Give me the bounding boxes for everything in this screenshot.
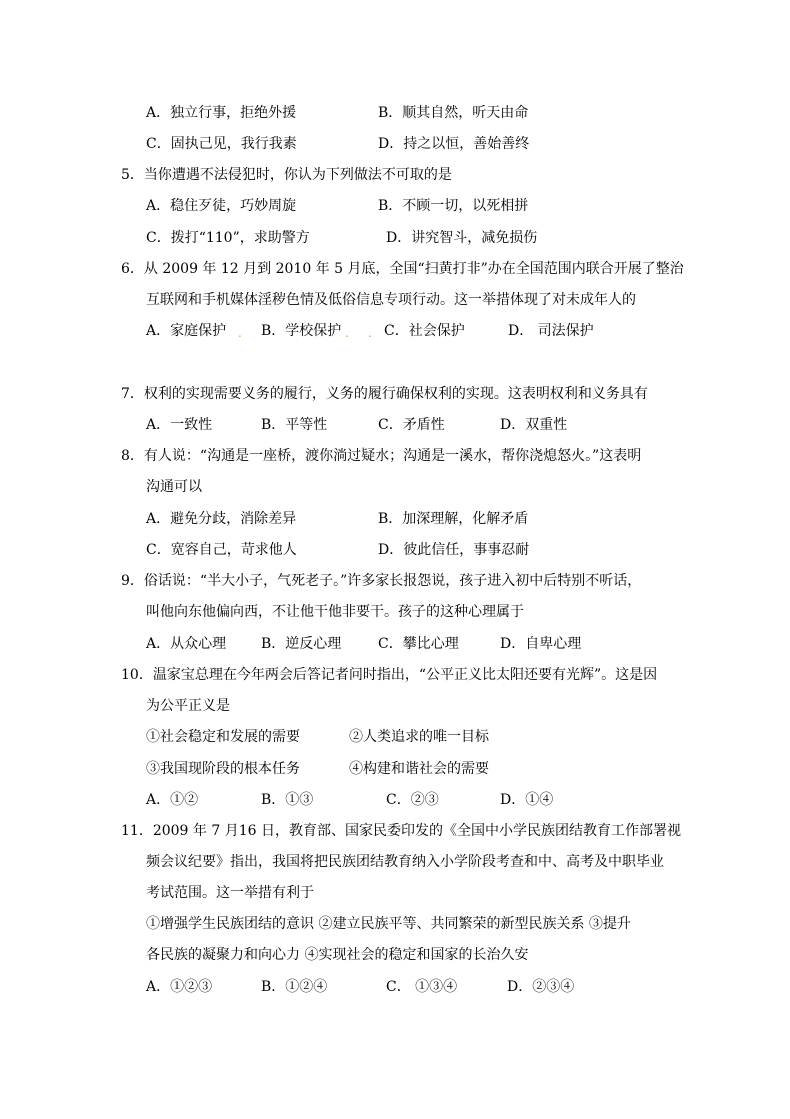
q10-option-a: A．①② <box>146 792 199 808</box>
q10-item-1: ①社会稳定和发展的需要 <box>146 729 300 745</box>
q11-stem-line3: 考试范围。这一举措有利于 <box>146 885 314 901</box>
q10-item-3: ③我国现阶段的根本任务 <box>146 761 300 777</box>
q10-stem-line1: 10．温家宝总理在今年两会后答记者问时指出，“公平正义比太阳还要有光辉”。这是因 <box>121 667 658 683</box>
q4-option-b: B．顺其自然，听天由命 <box>378 105 529 121</box>
q10-option-c: C．②③ <box>386 792 439 808</box>
q10-stem-line2: 为公平正义是 <box>146 698 230 714</box>
q6-option-c: C．社会保护 <box>384 323 465 339</box>
q11-option-d: D．②③④ <box>507 979 575 995</box>
q11-option-c: C． ①③④ <box>386 979 458 995</box>
q8-option-a: A．避免分歧，消除差异 <box>146 511 297 527</box>
q9-option-c: C．攀比心理 <box>378 636 459 652</box>
q5-option-d: D．讲究智斗，减免损伤 <box>386 230 538 246</box>
decorative-dot: . <box>368 326 372 340</box>
q11-stem-line1: 11．2009 年 7 月16 日，教育部、国家民委印发的《全国中小学民族团结教育工作部署视 <box>121 823 681 839</box>
q5-option-b: B．不顾一切，以死相拼 <box>378 198 529 214</box>
q9-option-a: A．从众心理 <box>146 636 227 652</box>
q6-option-a: A．家庭保护 <box>146 323 227 339</box>
q11-option-b: B．①②④ <box>261 979 328 995</box>
q7-option-d: D．双重性 <box>500 417 568 433</box>
q7-option-b: B．平等性 <box>261 417 328 433</box>
q8-stem-line2: 沟通可以 <box>146 479 202 495</box>
q7-option-c: C．矛盾性 <box>378 417 445 433</box>
q7-stem: 7．权利的实现需要义务的履行，义务的履行确保权利的实现。这表明权利和义务具有 <box>121 386 648 402</box>
q5-option-c: C．拨打“110”，求助警方 <box>146 230 310 246</box>
q10-option-d: D．①④ <box>500 792 554 808</box>
decorative-dot: . <box>345 326 349 340</box>
q6-option-b: B．学校保护 <box>261 323 342 339</box>
decorative-dot: . <box>238 326 242 340</box>
q9-option-d: D．自卑心理 <box>500 636 582 652</box>
q11-items-line1: ①增强学生民族团结的意识 ②建立民族平等、共同繁荣的新型民族关系 ③提升 <box>146 916 631 932</box>
q5-option-a: A．稳住歹徒，巧妙周旋 <box>146 198 297 214</box>
q6-stem-line1: 6．从 2009 年 12 月到 2010 年 5 月底，全国“扫黄打非”办在全国范围内联合开展了整治 <box>121 261 684 277</box>
q5-stem: 5．当你遭遇不法侵犯时，你认为下列做法不可取的是 <box>121 167 452 183</box>
q10-option-b: B．①③ <box>261 792 314 808</box>
q6-stem-line2: 互联网和手机媒体淫秽色情及低俗信息专项行动。这一举措体现了对未成年人的 <box>146 292 636 308</box>
q9-stem-line1: 9．俗话说：“半大小子，气死老子。”许多家长报怨说，孩子进入初中后特别不听话， <box>121 573 642 589</box>
q11-option-a: A．①②③ <box>146 979 213 995</box>
q9-stem-line2: 叫他向东他偏向西，不让他干他非要干。孩子的这种心理属于 <box>146 604 524 620</box>
q7-option-a: A．一致性 <box>146 417 213 433</box>
q8-option-b: B．加深理解，化解矛盾 <box>378 511 529 527</box>
q8-option-d: D．彼此信任，事事忍耐 <box>378 542 530 558</box>
q4-option-c: C．固执己见，我行我素 <box>146 136 297 152</box>
q4-option-d: D．持之以恒，善始善终 <box>378 136 530 152</box>
q11-items-line2: 各民族的凝聚力和向心力 ④实现社会的稳定和国家的长治久安 <box>146 947 529 963</box>
q9-option-b: B．逆反心理 <box>261 636 342 652</box>
q11-stem-line2: 频会议纪要》指出，我国将把民族团结教育纳入小学阶段考查和中、高考及中职毕业 <box>146 854 664 870</box>
q8-stem-line1: 8．有人说：“沟通是一座桥，渡你淌过疑水；沟通是一溪水，帮你浇熄怒火。”这表明 <box>121 448 642 464</box>
q10-item-2: ②人类追求的唯一目标 <box>349 729 489 745</box>
q6-option-d: D． 司法保护 <box>508 323 594 339</box>
q8-option-c: C．宽容自己，苛求他人 <box>146 542 297 558</box>
q4-option-a: A．独立行事，拒绝外援 <box>146 105 297 121</box>
q10-item-4: ④构建和谐社会的需要 <box>349 761 489 777</box>
